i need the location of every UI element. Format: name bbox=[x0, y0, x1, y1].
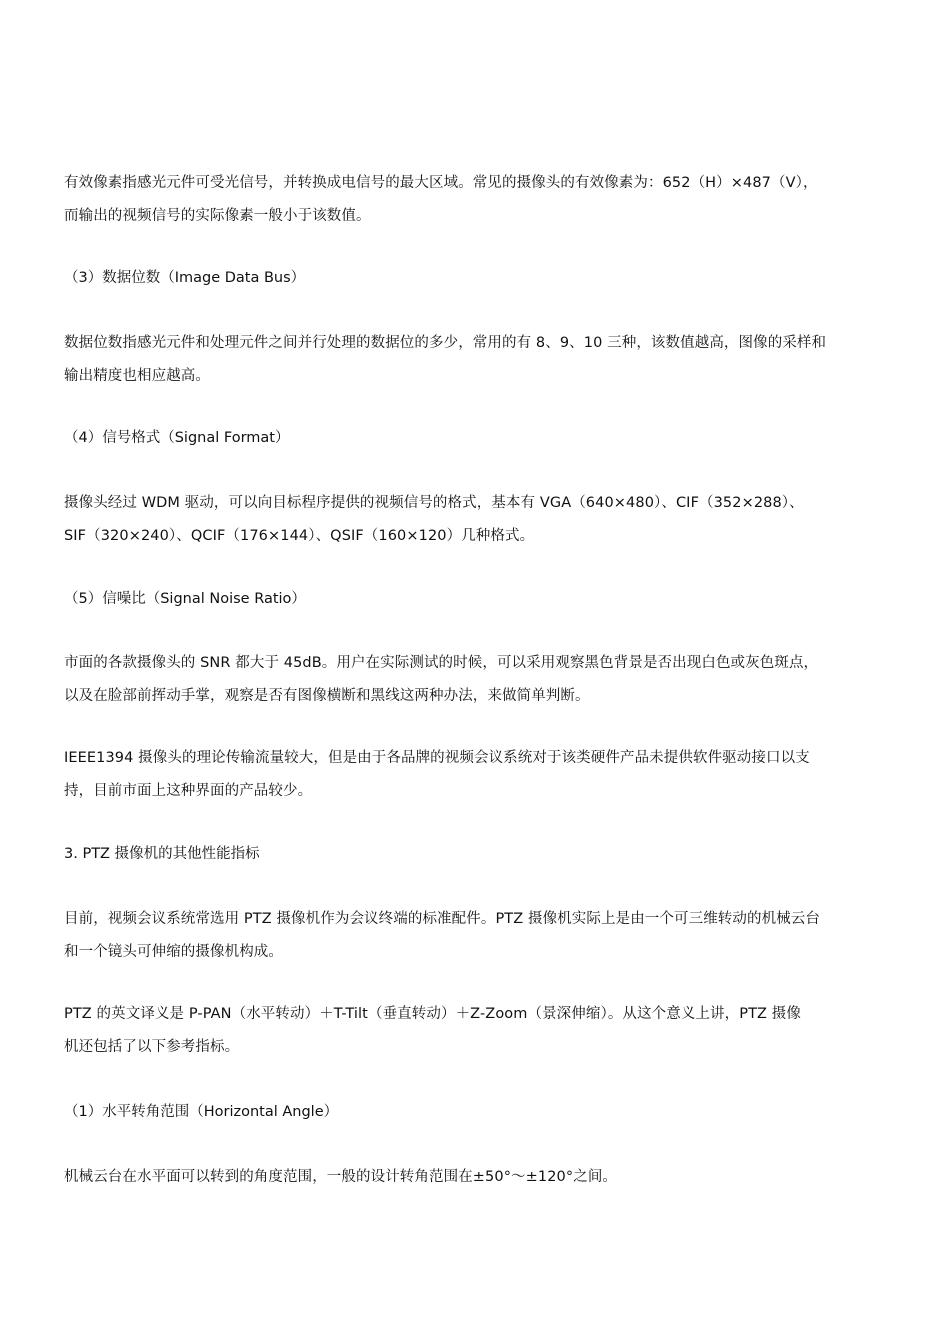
text-line: IEEE1394 摄像头的理论传输流量较大，但是由于各品牌的视频会议系统对于该类硬件产品未提供软件驱动接口以支 bbox=[64, 750, 810, 766]
paragraph-ieee1394 bbox=[64, 742, 890, 808]
text-line: 机械云台在水平面可以转到的角度范围，一般的设计转角范围在±50°～±120°之间。 bbox=[64, 1169, 618, 1185]
paragraph-effective-pixels bbox=[64, 167, 890, 233]
paragraph-data-bits bbox=[64, 327, 890, 393]
text-line: 数据位数指感光元件和处理元件之间并行处理的数据位的多少，常用的有 8、9、10 三种，该数值越高，图像的采样和 bbox=[64, 335, 827, 351]
text-line: 市面的各款摄像头的 SNR 都大于 45dB。用户在实际测试的时候，可以采用观察黑色背景是否出现白色或灰色斑点， bbox=[64, 655, 819, 671]
document-page bbox=[64, 0, 890, 1344]
heading-horizontal-angle: （1）水平转角范围（Horizontal Angle） bbox=[64, 1104, 339, 1120]
heading-signal-format: （4）信号格式（Signal Format） bbox=[64, 430, 290, 446]
heading-snr: （5）信噪比（Signal Noise Ratio） bbox=[64, 591, 306, 607]
text-line: 以及在脸部前挥动手掌，观察是否有图像横断和黑线这两种办法，来做简单判断。 bbox=[64, 688, 590, 704]
text-line: PTZ 的英文译义是 P-PAN（水平转动）＋T-Tilt（垂直转动）＋Z-Zoom（景深伸缩）。从这个意义上讲，PTZ 摄像 bbox=[64, 1006, 801, 1022]
text-line: 输出精度也相应越高。 bbox=[64, 368, 210, 384]
text-line: 有效像素指感光元件可受光信号，并转换成电信号的最大区域。常见的摄像头的有效像素为：652（H）×487（V）， bbox=[64, 175, 818, 191]
text-line: 而输出的视频信号的实际像素一般小于该数值。 bbox=[64, 208, 371, 224]
text-line: 持，目前市面上这种界面的产品较少。 bbox=[64, 783, 313, 799]
paragraph-signal-format bbox=[64, 487, 890, 553]
text-line: 和一个镜头可伸缩的摄像机构成。 bbox=[64, 944, 283, 960]
text-line: 摄像头经过 WDM 驱动，可以向目标程序提供的视频信号的格式，基本有 VGA（640×480）、CIF（352×288）、 bbox=[64, 495, 804, 511]
text-line: 目前，视频会议系统常选用 PTZ 摄像机作为会议终端的标准配件。PTZ 摄像机实际上是由一个可三维转动的机械云台 bbox=[64, 911, 820, 927]
paragraph-snr bbox=[64, 647, 890, 713]
heading-data-bus: （3）数据位数（Image Data Bus） bbox=[64, 270, 306, 286]
text-line: SIF（320×240）、QCIF（176×144）、QSIF（160×120）几种格式。 bbox=[64, 528, 535, 544]
text-line: 机还包括了以下参考指标。 bbox=[64, 1039, 240, 1055]
paragraph-ptz-meaning bbox=[64, 998, 890, 1064]
paragraph-ptz-intro bbox=[64, 903, 890, 969]
paragraph-horizontal-angle bbox=[64, 1161, 890, 1194]
heading-ptz-metrics: 3. PTZ 摄像机的其他性能指标 bbox=[64, 846, 260, 862]
